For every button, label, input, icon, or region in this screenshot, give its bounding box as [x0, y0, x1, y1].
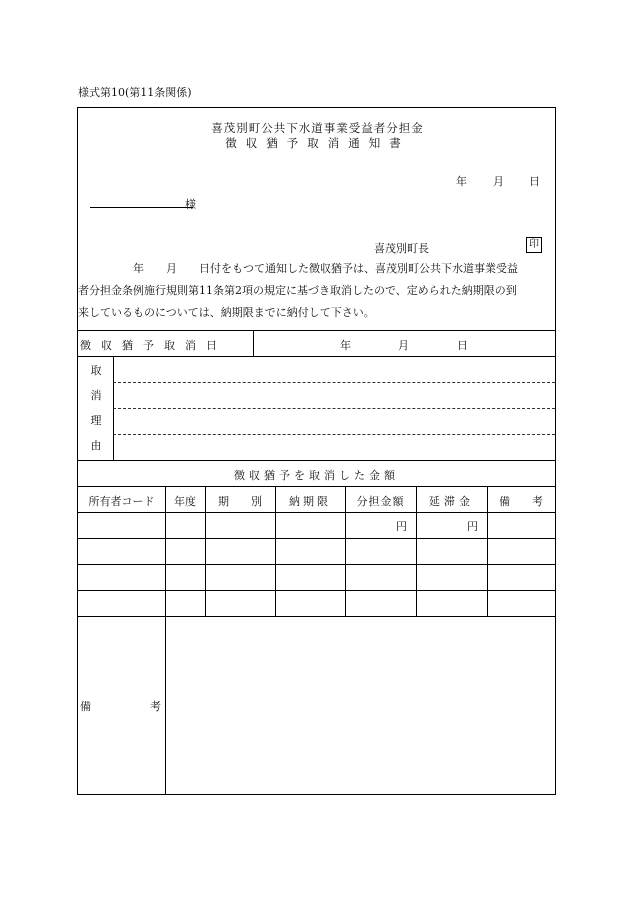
reason-label-char: 由 — [90, 439, 102, 452]
issue-date-month: 月 — [493, 175, 504, 188]
divider — [78, 356, 555, 357]
column-header-remarks: 備 考 — [499, 495, 543, 508]
table-row — [78, 616, 555, 617]
reason-line — [113, 408, 555, 409]
table-row — [78, 564, 555, 565]
column-header-term: 期 別 — [218, 495, 262, 508]
amount-unit: 円 — [396, 520, 407, 533]
issue-date-year: 年 — [456, 175, 467, 188]
column-header-late-fee: 延滞金 — [429, 495, 474, 508]
reason-label-char: 取 — [90, 364, 102, 377]
table-row — [78, 590, 555, 591]
reason-line — [113, 382, 555, 383]
divider — [78, 486, 555, 487]
divider — [78, 512, 555, 513]
divider — [78, 330, 555, 331]
column-header-fiscal-year: 年度 — [174, 495, 196, 508]
form-number-label: 様式第10(第11条関係) — [78, 86, 192, 99]
notice-form — [77, 107, 556, 795]
form-title-line2: 徴収猶予取消通知書 — [225, 136, 410, 150]
cancel-date-year: 年 — [340, 339, 351, 352]
column-header-due-date: 納期限 — [289, 495, 331, 508]
recipient-name-line — [90, 207, 193, 208]
recipient-suffix: 様 — [185, 198, 196, 211]
cancel-date-month: 月 — [398, 339, 409, 352]
reason-label-char: 理 — [90, 414, 102, 427]
form-title-line1: 喜茂別町公共下水道事業受益者分担金 — [211, 121, 424, 135]
notice-body-line: 来しているものについては、納期限までに納付して下さい。 — [78, 306, 375, 319]
reason-line — [113, 434, 555, 435]
notice-body — [78, 258, 557, 324]
seal-mark: 印 — [526, 237, 542, 253]
column-header-owner-code: 所有者コード — [88, 495, 155, 508]
amount-section-header: 徴収猶予を取消した金額 — [234, 469, 399, 482]
notice-body-line: 者分担金条例施行規則第11条第2項の規定に基づき取消したので、定められた納期限の到 — [78, 284, 517, 297]
late-fee-unit: 円 — [467, 520, 478, 533]
divider — [78, 460, 555, 461]
remarks-label-right: 考 — [150, 700, 161, 713]
issuer-name: 喜茂別町長 — [374, 242, 429, 255]
remarks-label-left: 備 — [80, 700, 91, 713]
divider — [253, 330, 254, 356]
reason-label-char: 消 — [90, 389, 102, 402]
divider — [165, 486, 166, 794]
issue-date-day: 日 — [529, 175, 540, 188]
table-row — [78, 538, 555, 539]
notice-body-line: 年 月 日付をもつて通知した徴収猶予は、喜茂別町公共下水道事業受益 — [78, 262, 518, 275]
column-header-charge-amount: 分担金額 — [356, 495, 405, 508]
cancel-date-day: 日 — [457, 339, 468, 352]
cancel-date-label: 徴収猶予取消日 — [80, 339, 227, 352]
